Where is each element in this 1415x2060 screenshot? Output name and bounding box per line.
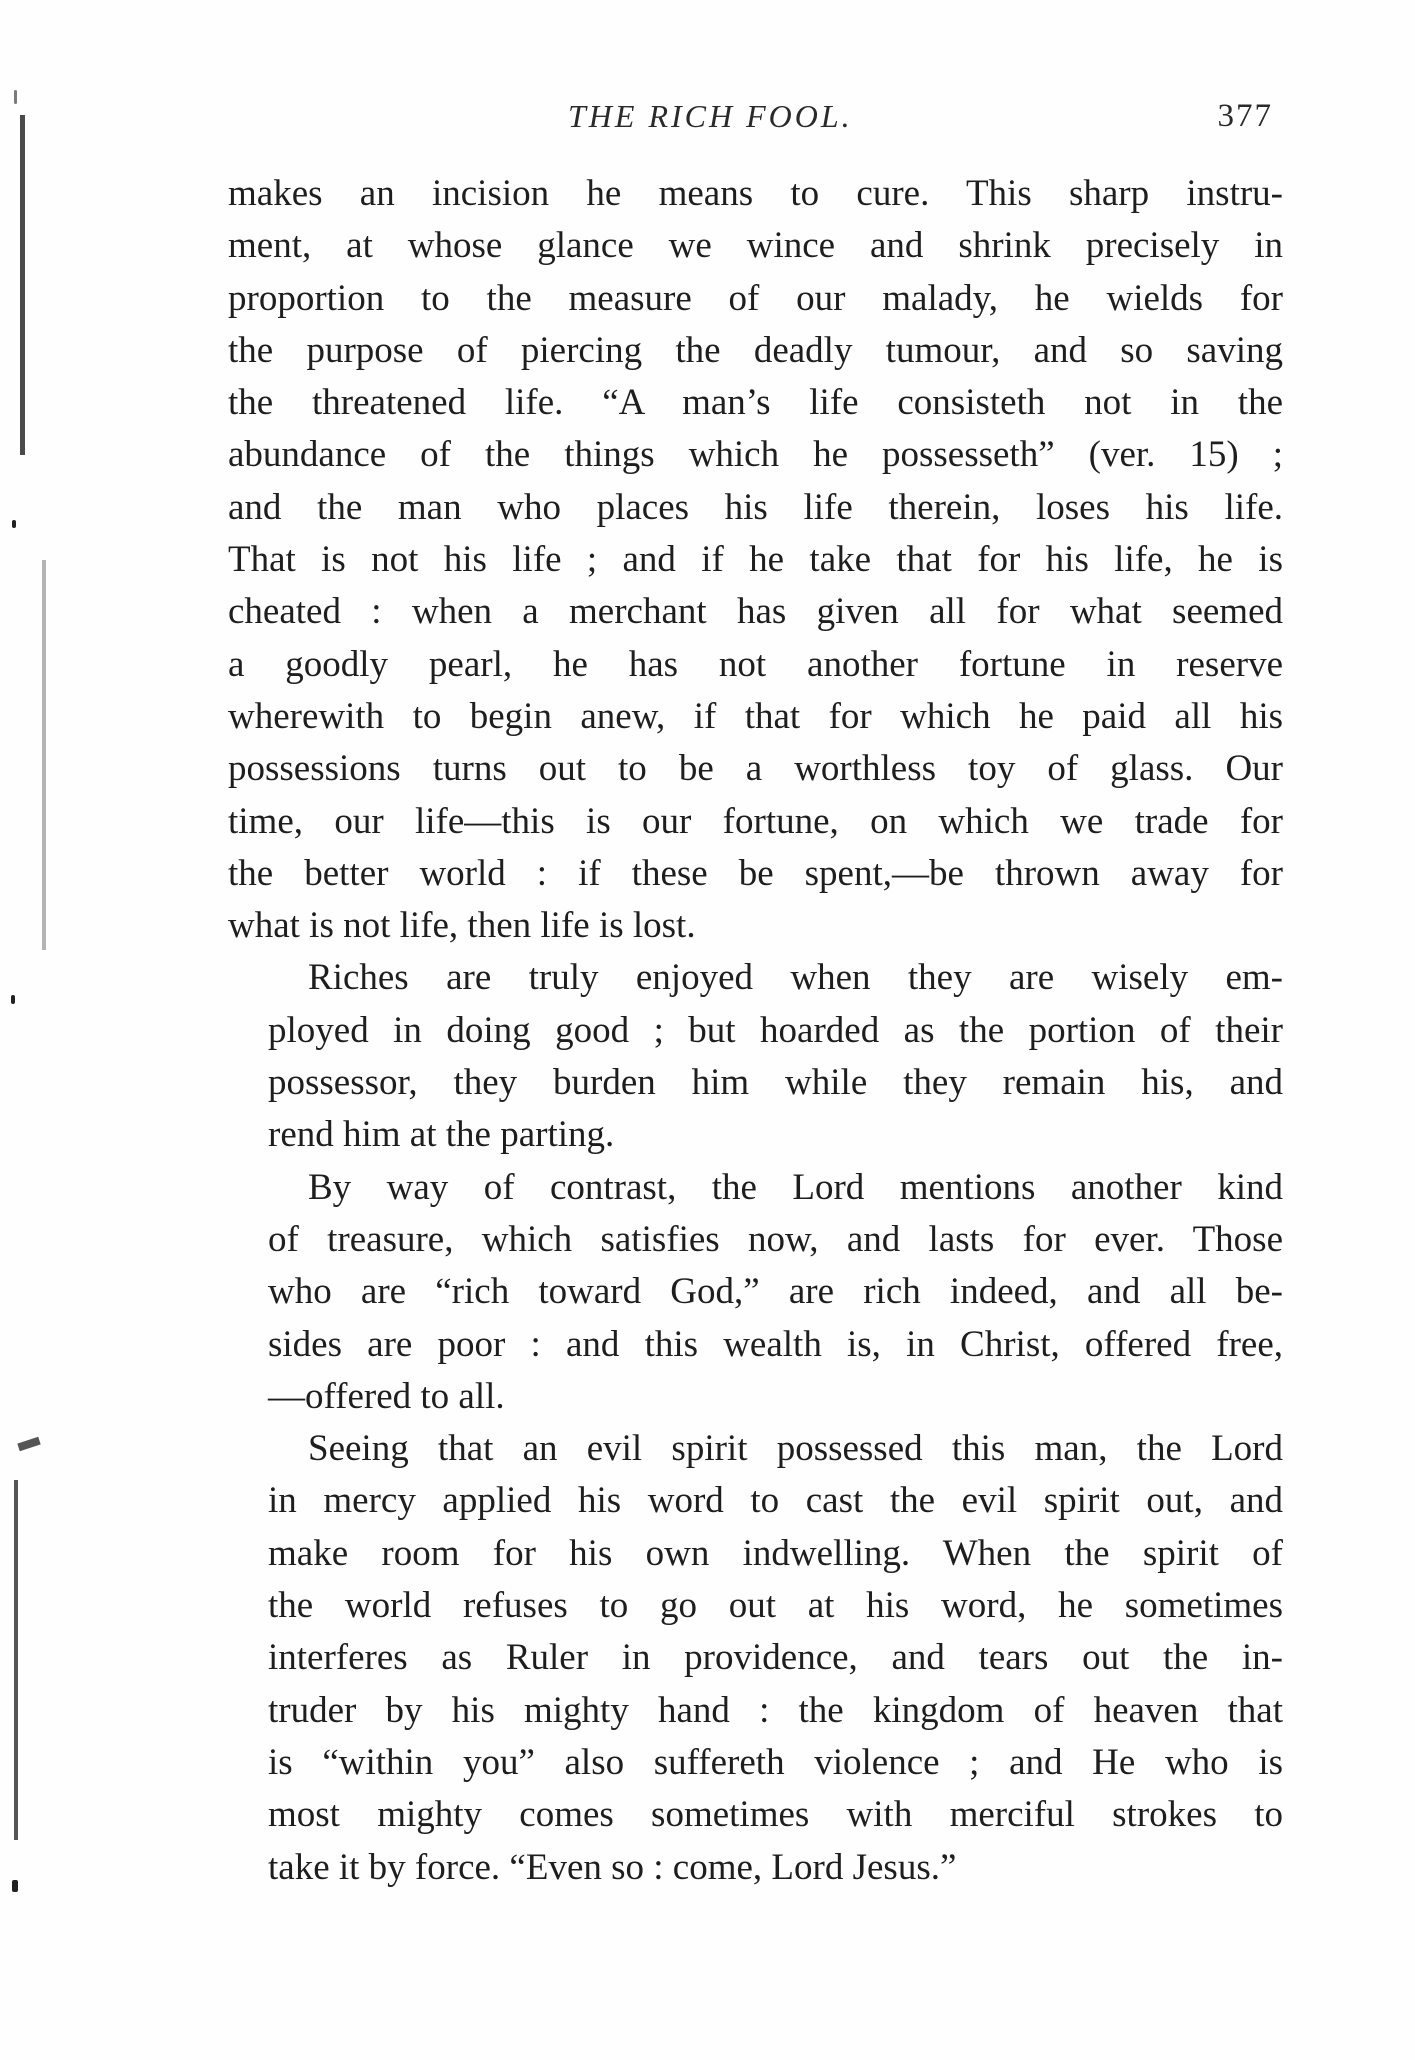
scan-speck bbox=[11, 995, 15, 1004]
page-number: 377 bbox=[1217, 98, 1273, 134]
text-line: most mighty comes sometimes with merciful strokes to bbox=[268, 1794, 1283, 1836]
scan-binding-mark bbox=[20, 115, 25, 455]
text-line: ployed in doing good ; but hoarded as the portion of their bbox=[268, 1009, 1283, 1051]
text-line: what is not life, then life is lost. bbox=[228, 905, 696, 947]
text-line: who are “rich toward God,” are rich indeed, and all be- bbox=[268, 1271, 1283, 1313]
page-header bbox=[228, 98, 1288, 148]
text-line: cheated : when a merchant has given all for what seemed bbox=[228, 591, 1283, 633]
text-line: interferes as Ruler in providence, and tears out the in- bbox=[268, 1637, 1283, 1679]
text-line: truder by his mighty hand : the kingdom of heaven that bbox=[268, 1689, 1283, 1731]
running-title: THE RICH FOOL. bbox=[568, 98, 853, 134]
body-text bbox=[228, 168, 1283, 1894]
scan-speck bbox=[14, 90, 17, 104]
text-line: possessions turns out to be a worthless toy of glass. Our bbox=[228, 748, 1283, 790]
text-line: ment, at whose glance we wince and shrink precisely in bbox=[228, 225, 1283, 267]
scan-binding-mark bbox=[14, 1480, 18, 1840]
scan-speck bbox=[12, 520, 16, 528]
text-line: Seeing that an evil spirit possessed this man, the Lord bbox=[308, 1428, 1283, 1470]
text-line: in mercy applied his word to cast the evil spirit out, and bbox=[268, 1480, 1283, 1522]
text-line: a goodly pearl, he has not another fortune in reserve bbox=[228, 643, 1283, 685]
text-line: the purpose of piercing the deadly tumour, and so saving bbox=[228, 329, 1283, 371]
text-line: proportion to the measure of our malady, he wields for bbox=[228, 277, 1283, 319]
paragraph bbox=[228, 1423, 1283, 1894]
text-line: is “within you” also suffereth violence ; and He who is bbox=[268, 1741, 1283, 1783]
text-line: time, our life—this is our fortune, on which we trade for bbox=[228, 800, 1283, 842]
text-line: of treasure, which satisfies now, and lasts for ever. Those bbox=[268, 1218, 1283, 1260]
text-line: rend him at the parting. bbox=[268, 1114, 615, 1156]
text-line: and the man who places his life therein, loses his life. bbox=[228, 486, 1283, 528]
scan-speck bbox=[12, 1880, 18, 1892]
text-line: abundance of the things which he possesseth” (ver. 15) ; bbox=[228, 434, 1283, 476]
text-line: By way of contrast, the Lord mentions another kind bbox=[308, 1166, 1283, 1208]
scan-binding-mark bbox=[42, 560, 46, 950]
text-line: the threatened life. “A man’s life consisteth not in the bbox=[228, 382, 1283, 424]
paragraph bbox=[228, 1162, 1283, 1423]
paragraph bbox=[228, 168, 1283, 952]
text-line: the better world : if these be spent,—be thrown away for bbox=[228, 852, 1283, 894]
text-line: wherewith to begin anew, if that for which he paid all his bbox=[228, 695, 1283, 737]
text-line: sides are poor : and this wealth is, in Christ, offered free, bbox=[268, 1323, 1283, 1365]
text-line: That is not his life ; and if he take that for his life, he is bbox=[228, 539, 1283, 581]
text-line: makes an incision he means to cure. This sharp instru- bbox=[228, 173, 1283, 214]
text-line: take it by force. “Even so : come, Lord Jesus.” bbox=[268, 1846, 957, 1888]
scan-binding-mark bbox=[17, 1437, 40, 1451]
paragraph bbox=[228, 952, 1283, 1161]
text-line: possessor, they burden him while they remain his, and bbox=[268, 1062, 1283, 1104]
text-line: make room for his own indwelling. When the spirit of bbox=[268, 1532, 1283, 1574]
text-line: Riches are truly enjoyed when they are wisely em- bbox=[308, 957, 1283, 999]
text-line: —offered to all. bbox=[268, 1375, 505, 1417]
text-line: the world refuses to go out at his word, he sometimes bbox=[268, 1585, 1283, 1627]
